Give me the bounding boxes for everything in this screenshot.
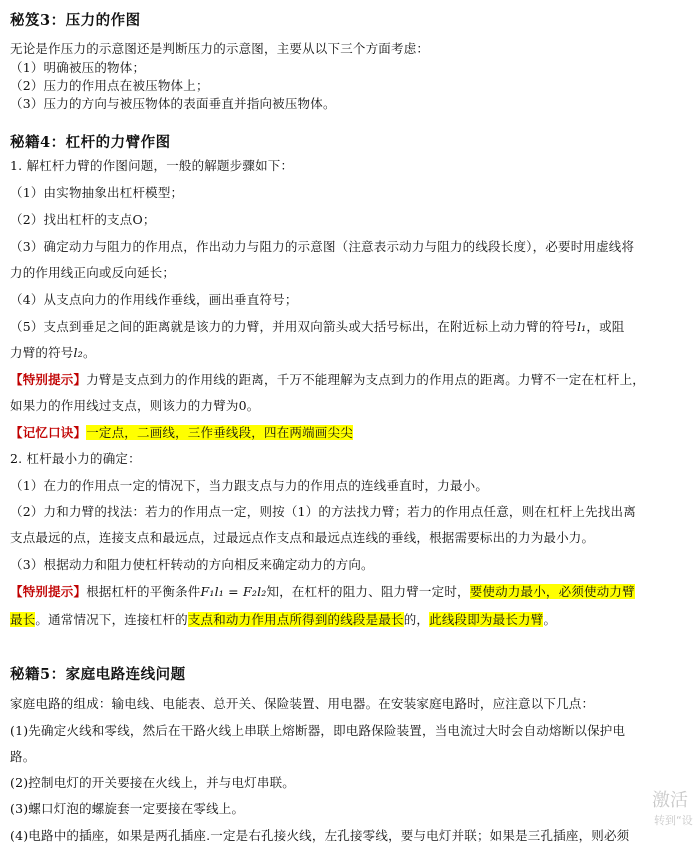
activation-watermark: 激活 — [652, 790, 688, 811]
list-item: （3）根据动力和阻力使杠杆转动的方向相反来确定动力的方向。 — [10, 557, 374, 572]
list-item: （3）确定动力与阻力的作用点，作出动力与阻力的示意图（注意表示动力与阻力的线段长度），必要时用虚线将 — [10, 239, 635, 254]
tip-paragraph-cont: 如果力的作用线过支点，则该力的力臂为0。 — [10, 398, 260, 413]
paragraph: 家庭电路的组成：输电线、电能表、总开关、保险装置、用电器。在安装家庭电路时，应注意以下几点： — [10, 696, 595, 711]
tip-paragraph-cont — [10, 612, 556, 628]
symbol-l2: l₂ — [73, 345, 83, 360]
list-item: （4）从支点向力的作用线作垂线，画出垂直符号； — [10, 292, 298, 307]
paragraph: 1. 解杠杆力臂的作图问题，一般的解题步骤如下： — [10, 158, 294, 173]
highlight-text: 此线段即为最长力臂 — [429, 612, 544, 627]
text: 知，在杠杆的阻力、阻力臂一定时， — [266, 584, 470, 599]
list-item: （2）力和力臂的找法：若力的作用点一定，则按（1）的方法找力臂；若力的作用点任意，则在杠杆上先找出离 — [10, 504, 636, 519]
text: 。 — [543, 612, 557, 627]
tip-label: 【特别提示】 — [10, 584, 87, 599]
list-item-cont: 路。 — [10, 749, 36, 764]
list-item: (2)控制电灯的开关要接在火线上，并与电灯串联。 — [10, 775, 296, 790]
list-item — [10, 319, 625, 335]
text: 力臂的符号 — [10, 345, 74, 360]
highlight-text: 最长 — [10, 612, 36, 627]
highlight-text: 要使动力最小，必须使动力臂 — [469, 584, 635, 599]
list-item: （1）在力的作用点一定的情况下，当力跟支点与力的作用点的连线垂直时，力最小。 — [10, 478, 489, 493]
list-item: (1)先确定火线和零线，然后在干路火线上串联上熔断器，即电路保险装置，当电流过大时会自动熔断以保护电 — [10, 723, 626, 738]
paragraph: 无论是作压力的示意图还是判断压力的示意图，主要从以下三个方面考虑： — [10, 41, 430, 56]
tip-label: 【特别提示】 — [10, 372, 87, 387]
text: （5）支点到垂足之间的距离就是该力的力臂，并用双向箭头或大括号标出，在附近标上动力臂的符号 — [10, 319, 577, 334]
list-item: （2）找出杠杆的支点O； — [10, 212, 156, 227]
list-item: （1）明确被压的物体； — [10, 60, 146, 75]
list-item: （2）压力的作用点在被压物体上； — [10, 78, 209, 93]
text: 的， — [403, 612, 430, 627]
activation-watermark-sub: 转到“设 — [654, 814, 693, 827]
paragraph: 2. 杠杆最小力的确定： — [10, 451, 141, 466]
highlight-text: 支点和动力作用点所得到的线段是最长 — [187, 612, 404, 627]
list-item: (4)电路中的插座，如果是两孔插座.一定是右孔接火线，左孔接零线，要与电灯并联；如果是三孔插座，则必须 — [10, 828, 630, 843]
list-item-cont: 力的作用线正向或反向延长； — [10, 265, 176, 280]
symbol-l1: l₁ — [576, 319, 587, 334]
list-item-cont: 支点最远的点，连接支点和最远点，过最远点作支点和最远点连线的垂线，根据需要标出的力为最小力。 — [10, 530, 595, 545]
mnemonic — [10, 425, 353, 441]
tip-paragraph — [10, 584, 635, 600]
mnemonic-text: 一定点，二画线，三作垂线段，四在两端画尖尖 — [86, 425, 353, 440]
section-title-home-circuit: 秘籍5：家庭电路连线问题 — [10, 666, 186, 683]
mnemonic-label: 【记忆口诀】 — [10, 425, 87, 440]
text: 力臂是支点到力的作用线的距离，千万不能理解为支点到力的作用点的距离。力臂不一定在杠杆上， — [86, 372, 646, 387]
tip-paragraph — [10, 372, 645, 388]
section-title-pressure: 秘笈3：压力的作图 — [10, 12, 141, 29]
text: 。通常情况下，连接杠杆的 — [35, 612, 188, 627]
list-item: （1）由实物抽象出杠杆模型； — [10, 185, 184, 200]
text: ，或阻 — [586, 319, 625, 334]
formula: F₁l₁ = F₂l₂ — [200, 584, 267, 599]
list-item: (3)螺口灯泡的螺旋套一定要接在零线上。 — [10, 801, 245, 816]
list-item: （3）压力的方向与被压物体的表面垂直并指向被压物体。 — [10, 96, 336, 111]
section-title-lever-arm: 秘籍4：杠杆的力臂作图 — [10, 134, 171, 151]
list-item-cont — [10, 345, 96, 361]
text: 根据杠杆的平衡条件 — [86, 584, 201, 599]
text: 。 — [82, 345, 96, 360]
